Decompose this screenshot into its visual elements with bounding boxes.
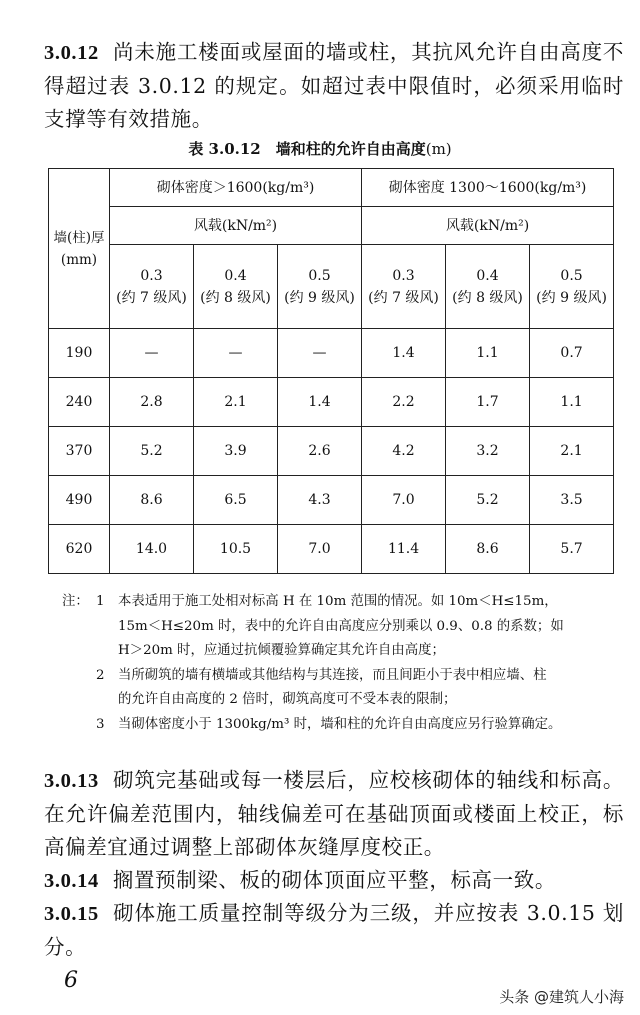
section-3-0-15 [44,897,624,964]
notes-label: 注： [62,594,89,609]
table-title [0,138,640,159]
value-cell: 6.5 [194,476,278,525]
value-cell: 1.1 [446,329,530,378]
note-text: 15m＜H≤20m 时，表中的允许自由高度应分别乘以 0.9、0.8 的系数；如 [118,618,564,634]
value-cell: — [110,329,194,378]
wind-level-cell: 0.3 (约 7 级风) [110,245,194,329]
section-text: 砌筑完基础或每一楼层后，应校核砌体的轴线和标高。在允许偏差范围内，轴线偏差可在基础顶面或楼面上校正，标高偏差宜通过调整上部砌体灰缝厚度校正。 [44,768,624,859]
value-cell: 2.8 [110,378,194,427]
value-cell: 3.9 [194,427,278,476]
wind-level-cell: 0.5 (约 9 级风) [530,245,614,329]
section-3-0-12 [44,36,624,136]
page-number: 6 [64,968,78,993]
value-cell: 7.0 [278,525,362,574]
wind-level-cell: 0.3 (约 7 级风) [362,245,446,329]
value-cell: 1.4 [362,329,446,378]
group2-header: 砌体密度 1300～1600(kg/m³) [362,169,614,207]
value-cell: — [278,329,362,378]
section-text: 砌体施工质量控制等级分为三级，并应按表 3.0.15 划分。 [44,901,624,959]
table-row [49,378,614,427]
value-cell: 8.6 [446,525,530,574]
table-row [49,427,614,476]
value-cell: 2.6 [278,427,362,476]
value-cell: 2.1 [530,427,614,476]
note-item [62,664,622,689]
note-text: 当所砌筑的墙有横墙或其他结构与其连接，而且间距小于表中相应墙、柱 [118,667,547,683]
wind-header: 风载(kN/m²) [362,207,614,245]
value-cell: 0.7 [530,329,614,378]
thickness-cell: 190 [49,329,110,378]
note-text: H＞20m 时，应通过抗倾覆验算确定其允许自由高度； [118,643,445,658]
section-number: 3.0.14 [44,870,99,892]
thickness-cell: 370 [49,427,110,476]
thickness-cell: 240 [49,378,110,427]
wind-level-cell: 0.4 (约 8 级风) [194,245,278,329]
value-cell: 8.6 [110,476,194,525]
note-text: 当砌体密度小于 1300kg/m³ 时，墙和柱的允许自由高度应另行验算确定。 [118,716,562,732]
value-cell: 4.3 [278,476,362,525]
value-cell: 1.7 [446,378,530,427]
table-title-unit: (m) [425,140,452,158]
wind-header: 风载(kN/m²) [110,207,362,245]
wall-height-table [48,168,614,574]
wind-level-cell: 0.5 (约 9 级风) [278,245,362,329]
value-cell: 5.7 [530,525,614,574]
table-row [49,329,614,378]
row-header-cell: 墙(柱)厚(mm) [49,169,110,329]
value-cell: 4.2 [362,427,446,476]
value-cell: 10.5 [194,525,278,574]
thickness-cell: 620 [49,525,110,574]
table-row [49,525,614,574]
table-row [49,476,614,525]
value-cell: 2.1 [194,378,278,427]
note-number: 3 [96,716,105,732]
value-cell: 1.4 [278,378,362,427]
value-cell: 3.2 [446,427,530,476]
note-number: 2 [96,667,105,683]
section-3-0-14 [44,864,624,898]
table-title-text: 表 3.0.12 墙和柱的允许自由高度 [188,140,426,158]
watermark: 头条 @建筑人小海 [499,988,624,1006]
value-cell: — [194,329,278,378]
table-notes [62,590,622,737]
section-text: 搁置预制梁、板的砌体顶面应平整，标高一致。 [112,868,556,892]
value-cell: 14.0 [110,525,194,574]
note-text: 本表适用于施工处相对标高 H 在 10m 范围的情况。如 10m＜H≤15m， [118,594,558,609]
value-cell: 1.1 [530,378,614,427]
group1-header: 砌体密度＞1600(kg/m³) [110,169,362,207]
section-number: 3.0.13 [44,770,99,792]
note-item [62,590,622,615]
note-item [62,713,622,738]
wind-level-cell: 0.4 (约 8 级风) [446,245,530,329]
note-text: 的允许自由高度的 2 倍时，砌筑高度可不受本表的限制； [118,692,457,707]
section-number: 3.0.12 [44,42,99,64]
value-cell: 7.0 [362,476,446,525]
value-cell: 11.4 [362,525,446,574]
thickness-cell: 490 [49,476,110,525]
section-3-0-13 [44,764,624,864]
value-cell: 5.2 [110,427,194,476]
section-text: 尚未施工楼面或屋面的墙或柱，其抗风允许自由高度不得超过表 3.0.12 的规定。如超过表中限值时，必须采用临时支撑等有效措施。 [44,40,624,131]
value-cell: 2.2 [362,378,446,427]
note-number: 1 [96,594,105,609]
value-cell: 5.2 [446,476,530,525]
value-cell: 3.5 [530,476,614,525]
section-number: 3.0.15 [44,903,99,925]
